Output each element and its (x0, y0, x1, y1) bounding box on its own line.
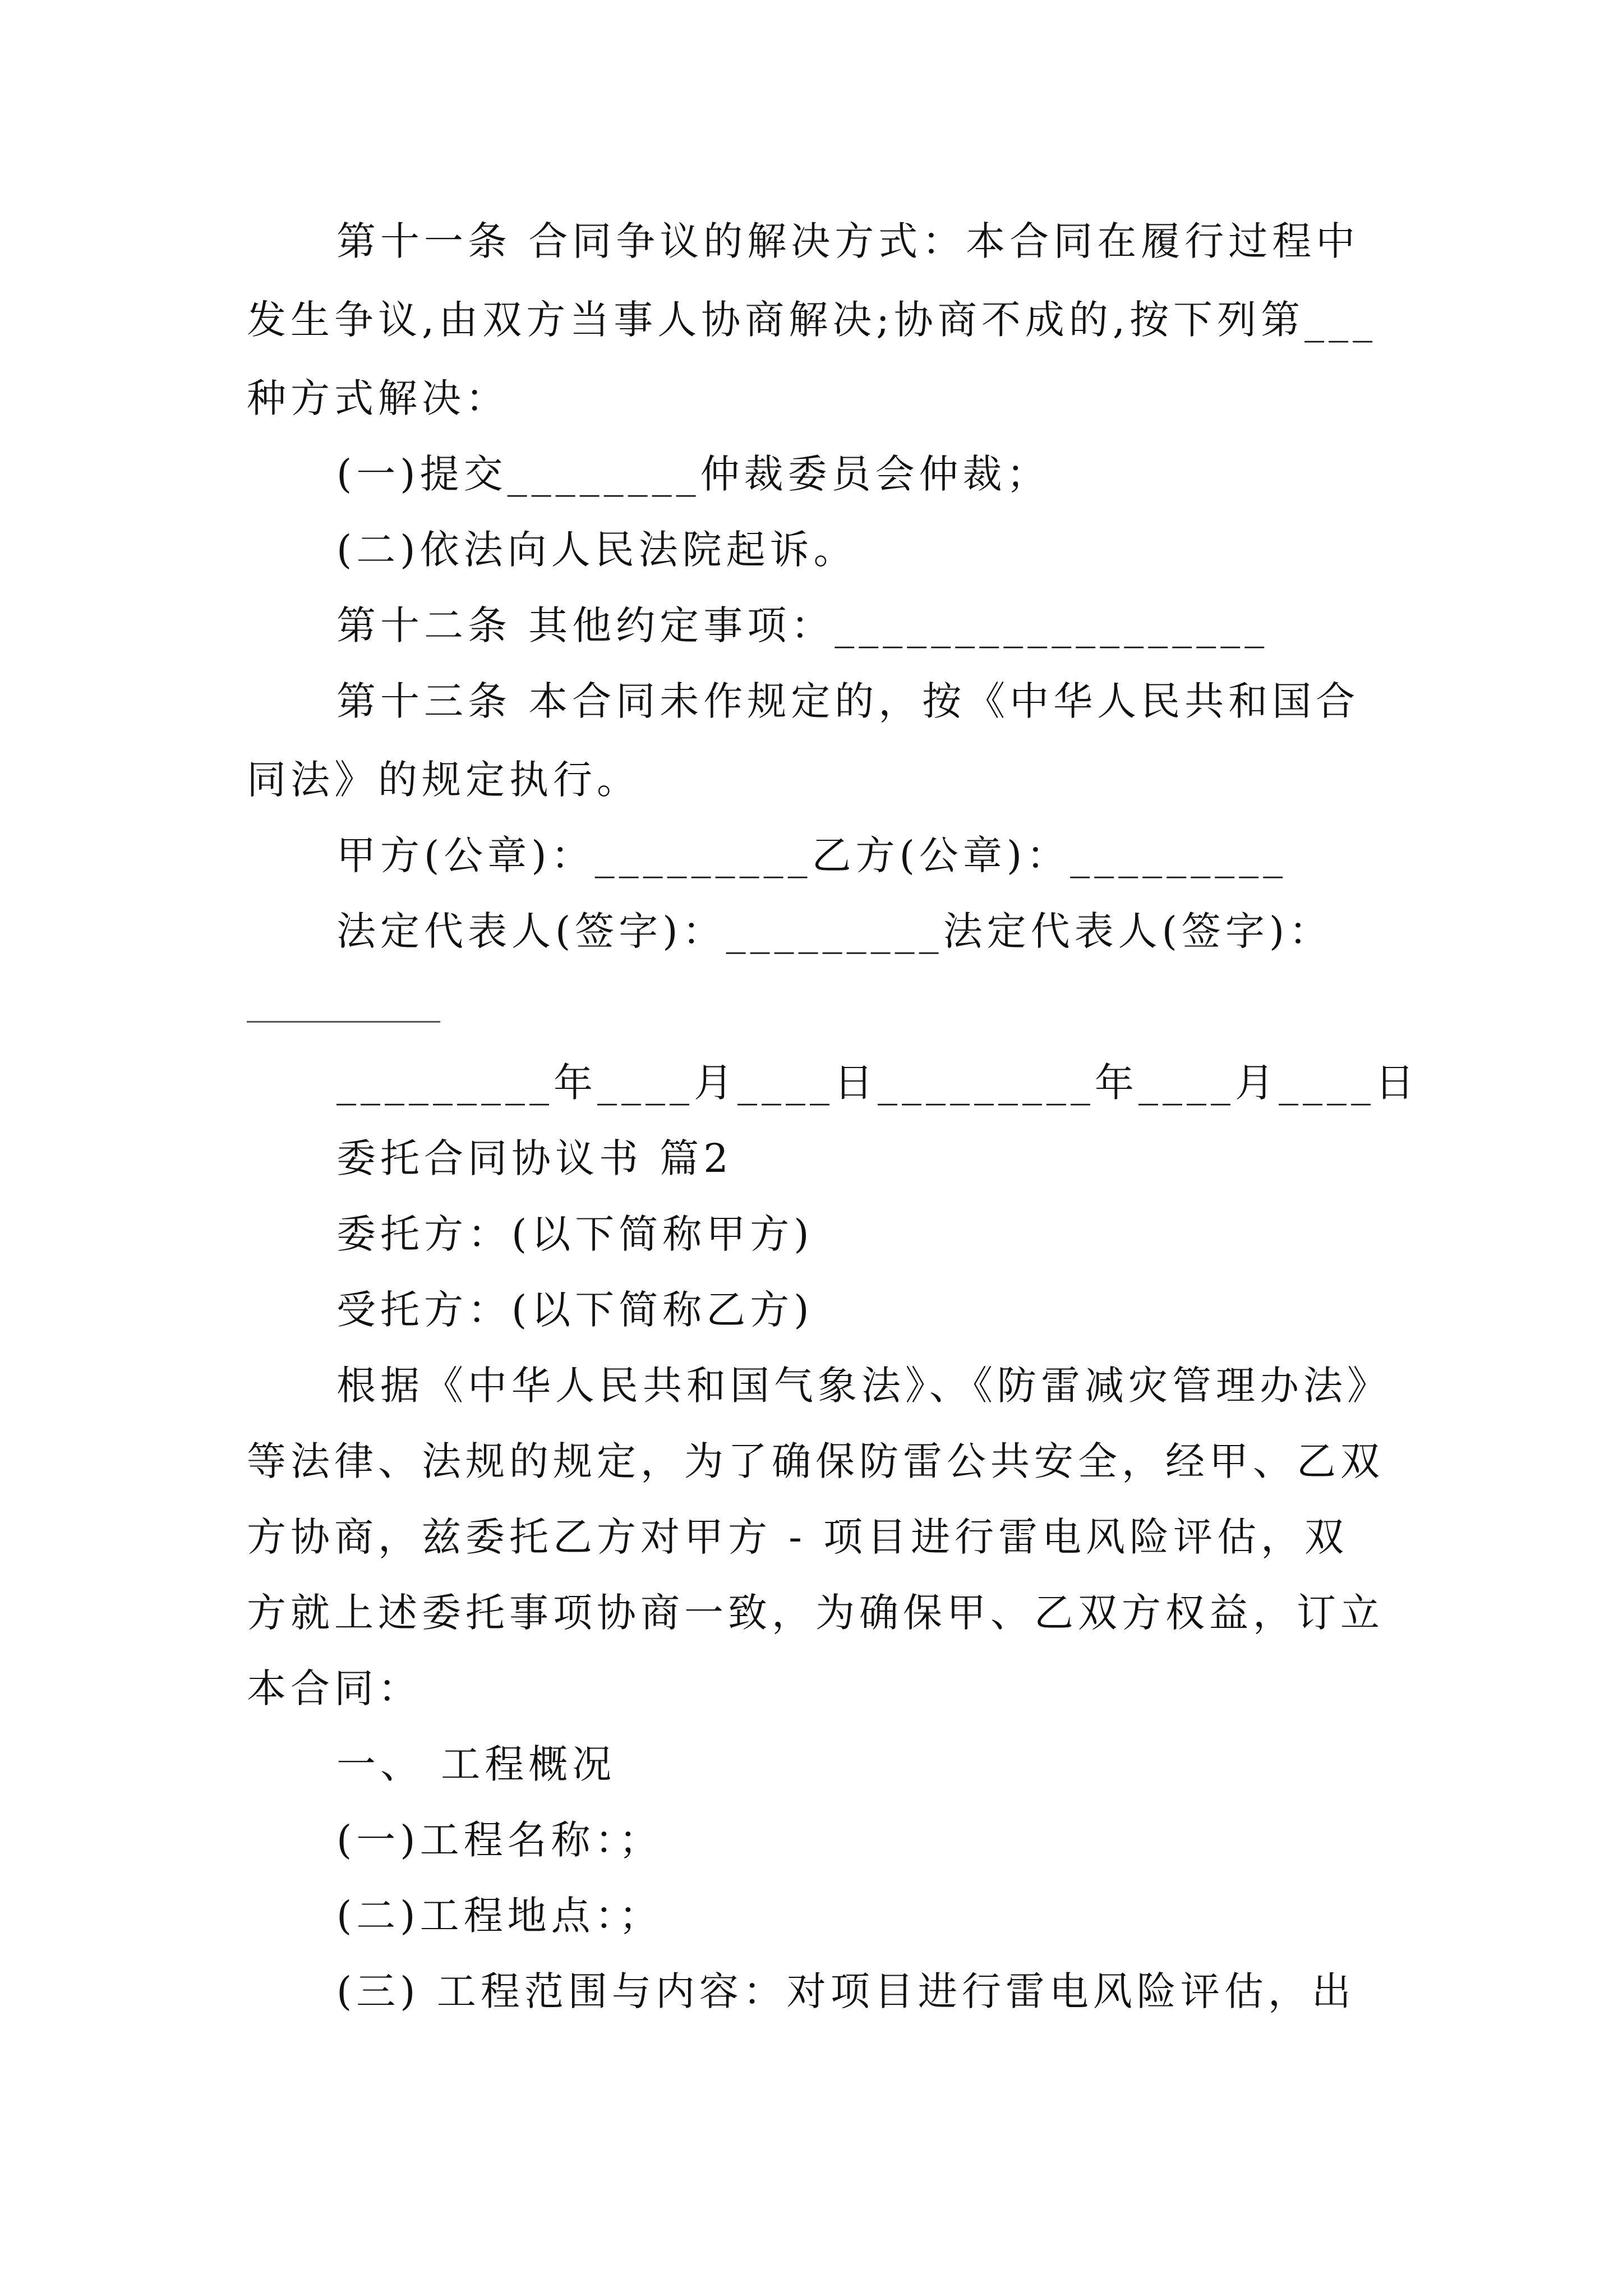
option-court: (二)依法向人民法院起诉。 (336, 527, 857, 573)
signing-dates: _________年____月____日_________年____月____日 (336, 1060, 1419, 1106)
legal-representatives: 法定代表人(签字)：_________法定代表人(签字)： (336, 908, 1333, 954)
article-12: 第十二条 其他约定事项：__________________ (336, 602, 1269, 648)
agent-line: 受托方：(以下简称乙方) (336, 1287, 814, 1333)
preamble-line-3: 方协商，兹委托乙方对甲方 - 项目进行雷电风险评估，双 (247, 1514, 1349, 1560)
signature-blank (247, 1021, 440, 1023)
project-location: (二)工程地点：； (336, 1893, 663, 1939)
article-11-line-2: 发生争议,由双方当事人协商解决;协商不成的,按下列第___ (247, 297, 1377, 343)
party-seals: 甲方(公章)：_________乙方(公章)：_________ (336, 832, 1288, 878)
preamble-line-1: 根据《中华人民共和国气象法》、《防雷减灾管理办法》 (336, 1363, 1391, 1409)
article-11-line-3: 种方式解决： (247, 375, 509, 421)
preamble-line-5: 本合同： (247, 1665, 422, 1711)
project-name: (一)工程名称：； (336, 1817, 663, 1863)
preamble-line-4: 方就上述委托事项协商一致，为确保甲、乙双方权益，订立 (247, 1590, 1384, 1636)
heading-project-overview: 一、 工程概况 (336, 1741, 616, 1787)
preamble-line-2: 等法律、法规的规定，为了确保防雷公共安全，经甲、乙双 (247, 1438, 1384, 1484)
article-11-line-1: 第十一条 合同争议的解决方式：本合同在履行过程中 (336, 218, 1360, 264)
option-arbitration: (一)提交________仲裁委员会仲裁； (336, 451, 1050, 497)
project-scope: (三) 工程范围与内容：对项目进行雷电风险评估，出 (336, 1968, 1355, 2014)
article-13-line-2: 同法》的规定执行。 (247, 757, 640, 803)
article-13-line-1: 第十三条 本合同未作规定的，按《中华人民共和国合 (336, 678, 1360, 724)
section-title: 委托合同协议书 篇2 (336, 1135, 733, 1181)
principal-line: 委托方：(以下简称甲方) (336, 1211, 814, 1257)
